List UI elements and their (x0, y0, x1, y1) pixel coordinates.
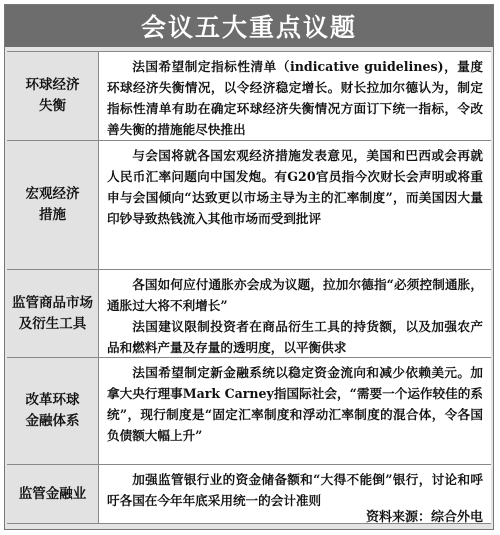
row-paragraph: 与会国将就各国宏观经济措施发表意见，美国和巴西或会再就人民币汇率问题向中国发炮。有G20官员指今次财长会声明或将重申与会国倾向“达致更以市场主导为主的汇率制度”，而美国因大量印钞导致热钱流入其他市场而受到批评 (107, 148, 483, 226)
table-row (7, 270, 491, 358)
table-row (7, 358, 491, 465)
row-label (7, 358, 99, 464)
table-row (7, 51, 491, 141)
row-label-text: 宏观经济 措施 (25, 186, 80, 223)
row-paragraph: 法国希望制定指标性清单（indicative guidelines)，量度环球经济失衡情况，以令经济稳定增长。财长拉加尔德认为，制定指标性清单有助在确定环球经济失衡情况方面订下统一指标，令改善失衡的措施能尽快推出 (107, 59, 483, 137)
row-content (99, 141, 491, 269)
row-content (99, 52, 491, 140)
row-paragraph: 法国希望制定新金融系统以稳定资金流向和减少依赖美元。加拿大央行理事Mark Carney指国际社会，“需要一个运作较佳的系统”，现行制度是“固定汇率制度和浮动汇率制度的混合体，令各国负债额大幅上升” (107, 365, 483, 443)
source-credit: 资料来源：综合外电 (365, 510, 483, 525)
row-label (7, 270, 99, 357)
row-content (99, 358, 491, 464)
row-paragraph: 加强监管银行业的资金储备额和“大得不能倒”银行，讨论和呼吁各国在今年年底采用统一的会计准则 (107, 472, 483, 508)
table-row (7, 141, 491, 270)
row-label (7, 52, 99, 140)
row-label-text: 环球经济 失衡 (25, 77, 80, 114)
topics-table (7, 51, 491, 524)
document-frame (4, 4, 494, 530)
page-title: 会议五大重点议题 (5, 5, 493, 47)
row-label-text: 监管金融业 (18, 485, 87, 502)
row-content (99, 270, 491, 357)
row-paragraph: 各国如何应付通胀亦会成为议题，拉加尔德指“必须控制通胀，通胀过大将不利增长” (107, 277, 483, 313)
row-label-text: 监管商品市场 及衍生工具 (12, 294, 93, 332)
row-label (7, 465, 99, 523)
row-label-text: 改革环球 金融体系 (25, 392, 80, 429)
row-label (7, 141, 99, 269)
row-paragraph: 法国建议限制投资者在商品衍生工具的持货额，以及加强农产品和燃料产量及存量的透明度，以平衡供求 (107, 319, 483, 355)
